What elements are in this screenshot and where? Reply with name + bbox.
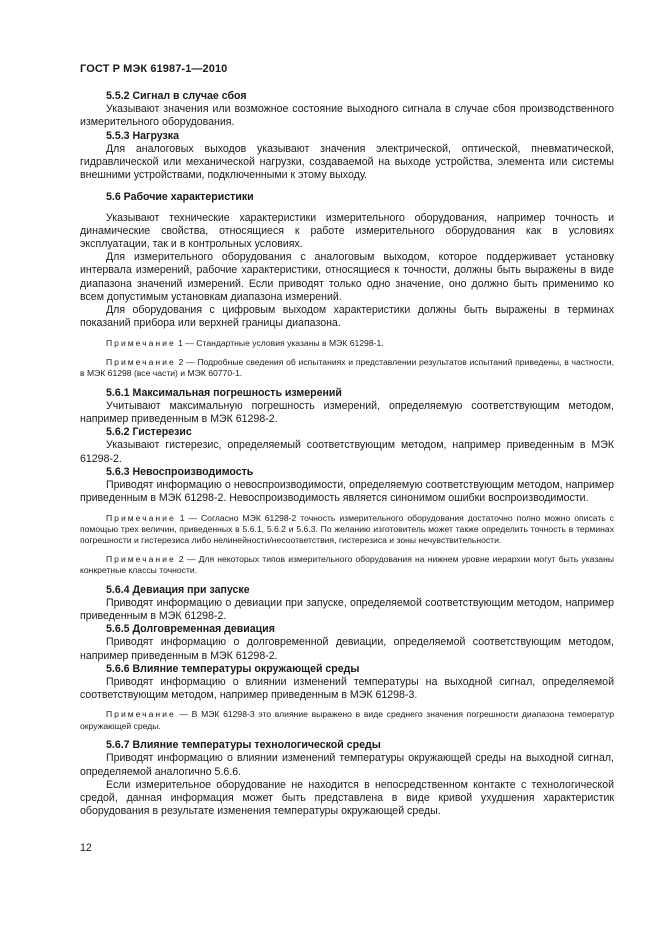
note-label: Примечание [106, 512, 176, 523]
note [80, 554, 614, 577]
page-number: 12 [80, 842, 92, 854]
page-content [80, 90, 614, 818]
note-label: Примечание [106, 356, 176, 367]
note-text: 1 — Стандартные условия указаны в МЭК 61298-1. [178, 338, 384, 349]
note-label: Примечание [106, 709, 176, 720]
paragraph: Указывают гистерезис, определяемый соответствующим методом, например приведенным в МЭК 61298-2. [80, 439, 614, 465]
note [80, 709, 614, 732]
paragraph: Приводят информацию о девиации при запуске, определяемой соответствующим методом, например приведенным в МЭК 61298-2. [80, 596, 614, 622]
heading-5-6-3: 5.6.3 Невоспроизводимость [106, 465, 254, 478]
note [80, 357, 614, 380]
note-text: 1 — Согласно МЭК 61298-2 точность измерительного оборудования достаточно полно можно описать с помощью трех величин, приведенных в 5.6.1, 5.6.2 и 5.6.3. По желанию изготовитель может также определить точность в терминах погрешности и гистерезиса либо нелинейности/несоответствия, гистерезиса и зоны нечувствительности. [80, 512, 614, 546]
page-header-title: ГОСТ Р МЭК 61987-1—2010 [80, 63, 228, 75]
paragraph: Для оборудования с цифровым выходом характеристики должны быть выражены в терминах показаний прибора или верхней границы диапазона. [80, 304, 614, 330]
paragraph: Приводят информацию о влиянии изменений температуры на выходной сигнал, определяемой соответствующим методом, например приведенным в МЭК 61298-3. [80, 675, 614, 702]
paragraph: Для измерительного оборудования с аналоговым выходом, которое поддерживает установку интервала измерений, рабочие характеристики, относящиеся к точности, должны быть выражены в виде диапазона значений измерений. Если приводят только одно значение, оно должно быть применимо ко всем допустимым установкам диапазона измерений. [80, 251, 614, 303]
note [80, 513, 614, 547]
paragraph: Учитывают максимальную погрешность измерений, определяемую соответствующим методом, например приведенным в МЭК 61298-2. [80, 399, 614, 426]
heading-5-6-6: 5.6.6 Влияние температуры окружающей среды [106, 662, 360, 675]
note-text: 2 — Подробные сведения об испытаниях и представлении результатов испытаний приведены, в частности, в МЭК 61298 (все части) и МЭК 60770-1. [80, 356, 614, 379]
note-text: — В МЭК 61298-3 это влияние выражено в виде среднего значения погрешности диапазона температур окружающей среды. [80, 709, 615, 731]
heading-5-6-5: 5.6.5 Долговременная девиация [106, 623, 275, 636]
note [80, 338, 614, 349]
heading-5-6-1: 5.6.1 Максимальная погрешность измерений [106, 386, 342, 399]
paragraph: Для аналоговых выходов указывают значения электрической, оптической, пневматической, гидравлической или механической нагрузки, создаваемой на выходе устройства, элемента или системы внешними устройствами, подключенными к этому выходу. [80, 142, 614, 182]
heading-5-6-2: 5.6.2 Гистерезис [106, 426, 192, 439]
paragraph: Указывают технические характеристики измерительного оборудования, например точность и динамические свойства, относящиеся к работе измерительного оборудования как в условиях эксплуатации, так и в контрольных условиях. [80, 211, 614, 251]
note-text: 2 — Для некоторых типов измерительного оборудования на нижнем уровне иерархии могут быть указаны конкретные классы точности. [80, 553, 614, 576]
paragraph: Приводят информацию о долговременной девиации, определяемой соответствующим методом, например приведенным в МЭК 61298-2. [80, 636, 614, 662]
heading-5-5-2: 5.5.2 Сигнал в случае сбоя [106, 90, 247, 102]
section-heading-5-6: 5.6 Рабочие характеристики [106, 191, 254, 204]
paragraph: Если измерительное оборудование не находится в непосредственном контакте с технологической средой, данная информация может быть представлена в виде кривой ухудшения характеристик оборудования в результате изменения температуры окружающей среды. [80, 778, 614, 818]
heading-5-5-3: 5.5.3 Нагрузка [106, 129, 180, 142]
paragraph: Приводят информацию о влиянии изменений температуры окружающей среды на выходной сигнал, определяемой аналогично 5.6.6. [80, 752, 614, 778]
note-label: Примечание [106, 338, 176, 349]
paragraph: Указывают значения или возможное состояние выходного сигнала в случае сбоя производственного измерительного оборудования. [80, 103, 614, 129]
paragraph: Приводят информацию о невоспроизводимости, определяемую соответствующим методом, например приведенным в МЭК 61298-2. Невоспроизводимость является синонимом ошибки воспроизводимости. [80, 479, 614, 505]
heading-5-6-7: 5.6.7 Влияние температуры технологической среды [106, 739, 381, 752]
heading-5-6-4: 5.6.4 Девиация при запуске [106, 583, 250, 596]
note-label: Примечание [106, 553, 176, 564]
